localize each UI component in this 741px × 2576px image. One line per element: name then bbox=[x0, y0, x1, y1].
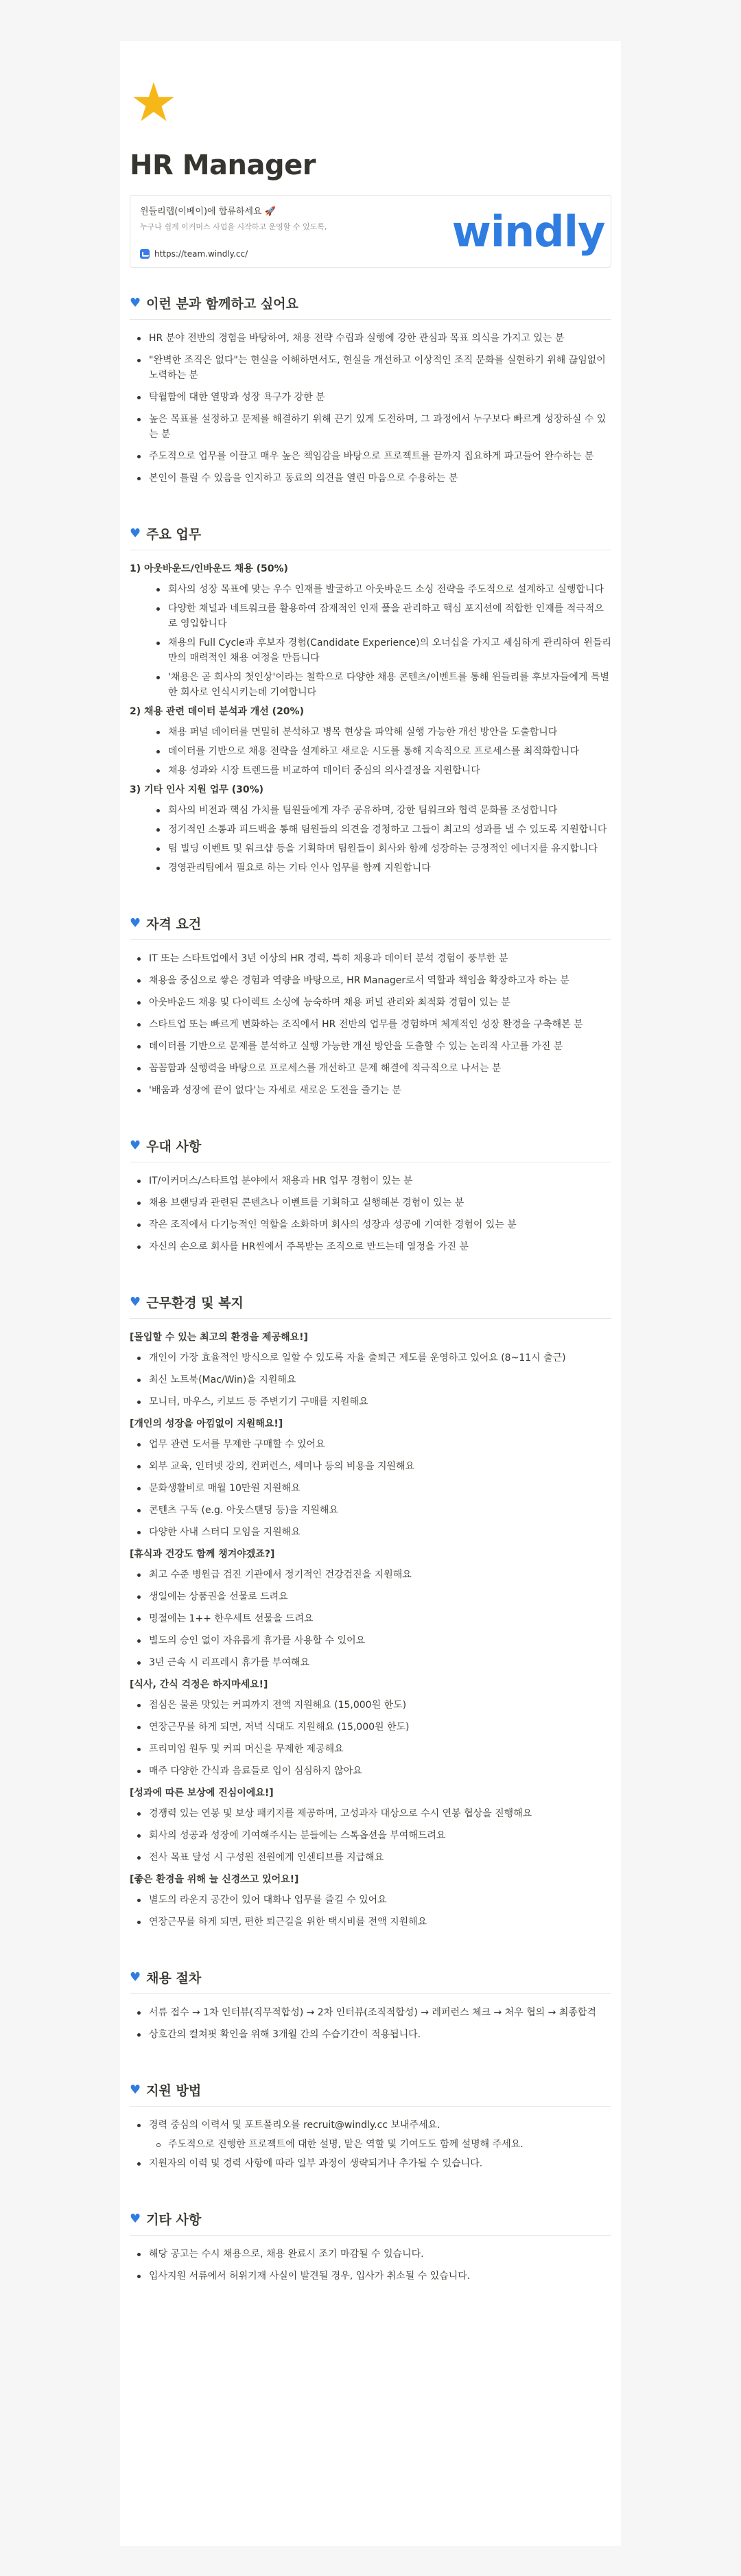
list-item: 상호간의 컬쳐핏 확인을 위해 3개월 간의 수습기간이 적용됩니다. bbox=[130, 2027, 611, 2042]
list-item: 스타트업 또는 빠르게 변화하는 조직에서 HR 전반의 업무를 경험하며 체계적인 성장 환경을 구축해본 분 bbox=[130, 1017, 611, 1032]
bullet-list bbox=[130, 2247, 611, 2284]
page-title: HR Manager bbox=[130, 150, 316, 181]
list-item: 별도의 승인 없이 자유롭게 휴가를 사용할 수 있어요 bbox=[130, 1633, 611, 1648]
list-item: 경력 중심의 이력서 및 포트폴리오를 recruit@windly.cc 보내주세요. bbox=[130, 2118, 611, 2133]
section-title: 자격 요건 bbox=[146, 917, 202, 932]
bullet-list bbox=[130, 725, 611, 778]
bullet-list bbox=[130, 582, 611, 700]
list-item: '채용은 곧 회사의 첫인상'이라는 철학으로 다양한 채용 콘텐츠/이벤트를 통해 윈들리를 후보자들에게 특별한 회사로 인식시키는데 기여합니다 bbox=[149, 670, 611, 700]
list-item: 아웃바운드 채용 및 다이렉트 소싱에 능숙하며 채용 퍼널 관리와 최적화 경험이 있는 분 bbox=[130, 995, 611, 1010]
list-item: 점심은 물론 맛있는 커피까지 전액 지원해요 (15,000원 한도) bbox=[130, 1698, 611, 1713]
list-item: 데이터를 기반으로 문제를 분석하고 실행 가능한 개선 방안을 도출할 수 있는 논리적 사고를 가진 분 bbox=[130, 1039, 611, 1054]
section-main-duties bbox=[130, 524, 611, 876]
blue-heart-icon: ♥ bbox=[130, 296, 141, 310]
section-benefits bbox=[130, 1293, 611, 1930]
blue-heart-icon: ♥ bbox=[130, 2083, 141, 2097]
bullet-list bbox=[130, 1173, 611, 1254]
group-heading: [몰입할 수 있는 최고의 환경을 제공해요!] bbox=[130, 1332, 308, 1343]
list-item: 연장근무를 하게 되면, 저녁 식대도 지원해요 (15,000원 한도) bbox=[130, 1720, 611, 1735]
list-item: 매주 다양한 간식과 음료들로 입이 심심하지 않아요 bbox=[130, 1764, 611, 1779]
list-item: 3년 근속 시 리프레시 휴가를 부여해요 bbox=[130, 1655, 611, 1670]
section-qualifications bbox=[130, 914, 611, 1098]
bookmark-title: 윈들리랩(이베이)에 합류하세요 🚀 bbox=[140, 207, 276, 217]
list-item: 문화생활비로 매월 10만원 지원해요 bbox=[130, 1481, 611, 1496]
list-item: 입사지원 서류에서 허위기재 사실이 발견될 경우, 입사가 취소될 수 있습니다. bbox=[130, 2269, 611, 2284]
section-title: 우대 사항 bbox=[146, 1139, 202, 1154]
list-item: 개인이 가장 효율적인 방식으로 일할 수 있도록 자율 출퇴근 제도를 운영하고 있어요 (8~11시 출근) bbox=[130, 1350, 611, 1366]
list-item: 생일에는 상품권을 선물로 드려요 bbox=[130, 1589, 611, 1604]
blue-heart-icon: ♥ bbox=[130, 1295, 141, 1309]
list-item: 채용을 중심으로 쌓은 경험과 역량을 바탕으로, HR Manager로서 역할과 책임을 확장하고자 하는 분 bbox=[130, 973, 611, 988]
bullet-list bbox=[130, 1437, 611, 1540]
list-item: 최신 노트북(Mac/Win)을 지원해요 bbox=[130, 1372, 611, 1387]
blue-heart-icon: ♥ bbox=[130, 2212, 141, 2226]
divider bbox=[130, 939, 611, 940]
list-item: "완벽한 조직은 없다"는 현실을 이해하면서도, 현실을 개선하고 이상적인 조직 문화를 실현하기 위해 끊임없이 노력하는 분 bbox=[130, 353, 611, 383]
section-title: 주요 업무 bbox=[146, 527, 202, 542]
list-item: 콘텐츠 구독 (e.g. 아웃스탠딩 등)을 지원해요 bbox=[130, 1503, 611, 1518]
list-item: 채용 브랜딩과 관련된 콘텐츠나 이벤트를 기획하고 실행해본 경험이 있는 분 bbox=[130, 1195, 611, 1210]
bullet-list bbox=[130, 1806, 611, 1865]
section-preferred bbox=[130, 1136, 611, 1254]
list-item: 작은 조직에서 다기능적인 역할을 소화하며 회사의 성장과 성공에 기여한 경험이 있는 분 bbox=[130, 1217, 611, 1232]
bullet-list bbox=[130, 951, 611, 1098]
group-heading: 2) 채용 관련 데이터 분석과 개선 (20%) bbox=[130, 706, 304, 717]
bookmark-card[interactable] bbox=[130, 195, 611, 268]
list-item: 해당 공고는 수시 채용으로, 채용 완료시 조기 마감될 수 있습니다. bbox=[130, 2247, 611, 2262]
list-item: 연장근무를 하게 되면, 편한 퇴근길을 위한 택시비를 전액 지원해요 bbox=[130, 1915, 611, 1930]
blue-heart-icon: ♥ bbox=[130, 916, 141, 930]
list-item: 팀 빌딩 이벤트 및 워크샵 등을 기획하며 팀원들이 회사와 함께 성장하는 긍정적인 에너지를 유지합니다 bbox=[149, 841, 611, 856]
list-item: 회사의 비전과 핵심 가치를 팀원들에게 자주 공유하며, 강한 팀워크와 협력 문화를 조성합니다 bbox=[149, 803, 611, 818]
group-heading: 1) 아웃바운드/인바운드 채용 (50%) bbox=[130, 563, 288, 574]
list-item: HR 분야 전반의 경험을 바탕하여, 채용 전략 수립과 실행에 강한 관심과 목표 의식을 가지고 있는 분 bbox=[130, 331, 611, 346]
bullet-list bbox=[130, 803, 611, 876]
notion-page bbox=[120, 41, 621, 2546]
list-item: 주도적으로 진행한 프로젝트에 대한 설명, 맡은 역할 및 기여도도 함께 설명해 주세요. bbox=[149, 2137, 611, 2152]
list-item: 업무 관련 도서를 무제한 구매할 수 있어요 bbox=[130, 1437, 611, 1452]
bullet-list bbox=[130, 331, 611, 486]
bullet-list bbox=[130, 2118, 611, 2133]
list-item: 회사의 성장 목표에 맞는 우수 인재를 발굴하고 아웃바운드 소싱 전략을 주도적으로 설계하고 실행합니다 bbox=[149, 582, 611, 597]
bookmark-url[interactable]: https://team.windly.cc/ bbox=[154, 249, 248, 259]
divider bbox=[130, 2235, 611, 2236]
blue-heart-icon: ♥ bbox=[130, 526, 141, 541]
list-item: 다양한 사내 스터디 모임을 지원해요 bbox=[130, 1525, 611, 1540]
list-item: 회사의 성공과 성장에 기여해주시는 분들에는 스톡옵션을 부여해드려요 bbox=[130, 1828, 611, 1843]
list-item: 주도적으로 업무를 이끌고 매우 높은 책임감을 바탕으로 프로젝트를 끝까지 집요하게 파고들어 완수하는 분 bbox=[130, 449, 611, 464]
bullet-list bbox=[130, 2156, 611, 2171]
section-title: 근무환경 및 복지 bbox=[146, 1296, 244, 1311]
divider bbox=[130, 319, 611, 320]
section-title: 기타 사항 bbox=[146, 2212, 202, 2227]
bullet-list bbox=[130, 1567, 611, 1670]
list-item: 자신의 손으로 회사를 HR씬에서 주목받는 조직으로 만드는데 열정을 가진 분 bbox=[130, 1239, 611, 1254]
list-item: 본인이 틀릴 수 있음을 인지하고 동료의 의견을 열린 마음으로 수용하는 분 bbox=[130, 471, 611, 486]
section-hiring-process bbox=[130, 1968, 611, 2042]
section-other-notes bbox=[130, 2210, 611, 2284]
bookmark-description: 누구나 쉽게 이커머스 사업을 시작하고 운영할 수 있도록, bbox=[140, 222, 327, 231]
divider bbox=[130, 1993, 611, 1994]
list-item: 모니터, 마우스, 키보드 등 주변기기 구매를 지원해요 bbox=[130, 1394, 611, 1409]
group-heading: [개인의 성장을 아낌없이 지원해요!] bbox=[130, 1418, 283, 1429]
favicon-icon bbox=[140, 249, 150, 259]
group-heading: [성과에 따른 보상에 진심이에요!] bbox=[130, 1788, 274, 1799]
list-item: 경영관리팀에서 필요로 하는 기타 인사 업무를 함께 지원합니다 bbox=[149, 860, 611, 876]
list-item: 데이터를 기반으로 채용 전략을 설계하고 새로운 시도를 통해 지속적으로 프로세스를 최적화합니다 bbox=[149, 744, 611, 759]
bullet-list bbox=[130, 1893, 611, 1930]
list-item: 지원자의 이력 및 경력 사항에 따라 일부 과정이 생략되거나 추가될 수 있습니다. bbox=[130, 2156, 611, 2171]
section-title: 이런 분과 함께하고 싶어요 bbox=[146, 296, 298, 312]
list-item: 최고 수준 병원급 검진 기관에서 정기적인 건강검진을 지원해요 bbox=[130, 1567, 611, 1582]
divider bbox=[130, 1318, 611, 1319]
list-item: 채용 성과와 시장 트렌드를 비교하여 데이터 중심의 의사결정을 지원합니다 bbox=[149, 763, 611, 778]
blue-heart-icon: ♥ bbox=[130, 1138, 141, 1153]
list-item: 경쟁력 있는 연봉 및 보상 패키지를 제공하며, 고성과자 대상으로 수시 연봉 협상을 진행해요 bbox=[130, 1806, 611, 1821]
list-item: 정기적인 소통과 피드백을 통해 팀원들의 의견을 경청하고 그들이 최고의 성과를 낼 수 있도록 지원합니다 bbox=[149, 822, 611, 837]
section-ideal-candidate bbox=[130, 294, 611, 486]
list-item: 높은 목표를 설정하고 문제를 해결하기 위해 끈기 있게 도전하며, 그 과정에서 누구보다 빠르게 성장하실 수 있는 분 bbox=[130, 412, 611, 442]
list-item: 외부 교육, 인터넷 강의, 컨퍼런스, 세미나 등의 비용을 지원해요 bbox=[130, 1459, 611, 1474]
windly-logo: windly bbox=[451, 206, 605, 257]
list-item: 프리미엄 원두 및 커피 머신을 무제한 제공해요 bbox=[130, 1742, 611, 1757]
list-item: 꼼꼼함과 실행력을 바탕으로 프로세스를 개선하고 문제 해결에 적극적으로 나서는 분 bbox=[130, 1061, 611, 1076]
section-title: 지원 방법 bbox=[146, 2083, 202, 2098]
list-item: 채용 퍼널 데이터를 면밀히 분석하고 병목 현상을 파악해 실행 가능한 개선 방안을 도출합니다 bbox=[149, 725, 611, 740]
group-heading: [좋은 환경을 위해 늘 신경쓰고 있어요!] bbox=[130, 1874, 299, 1885]
list-item: '배움과 성장에 끝이 없다'는 자세로 새로운 도전을 즐기는 분 bbox=[130, 1083, 611, 1098]
list-item: 별도의 라운지 공간이 있어 대화나 업무를 즐길 수 있어요 bbox=[130, 1893, 611, 1908]
bullet-list bbox=[130, 2137, 611, 2152]
list-item: 채용의 Full Cycle과 후보자 경험(Candidate Experience)의 오너십을 가지고 세심하게 관리하여 윈들리만의 매력적인 채용 여정을 만듭니다 bbox=[149, 635, 611, 666]
group-heading: [식사, 간식 걱정은 하지마세요!] bbox=[130, 1679, 268, 1690]
divider bbox=[130, 2106, 611, 2107]
bullet-list bbox=[130, 1350, 611, 1409]
list-item: IT/이커머스/스타트업 분야에서 채용과 HR 업무 경험이 있는 분 bbox=[130, 1173, 611, 1189]
section-how-to-apply bbox=[130, 2081, 611, 2171]
list-item: 탁월함에 대한 열망과 성장 욕구가 강한 분 bbox=[130, 390, 611, 405]
bullet-list bbox=[130, 1698, 611, 1779]
list-item: 서류 접수 → 1차 인터뷰(직무적합성) → 2차 인터뷰(조직적합성) → 레퍼런스 체크 → 처우 협의 → 최종합격 bbox=[130, 2005, 611, 2020]
list-item: 전사 목표 달성 시 구성원 전원에게 인센티브를 지급해요 bbox=[130, 1850, 611, 1865]
list-item: IT 또는 스타트업에서 3년 이상의 HR 경력, 특히 채용과 데이터 분석 경험이 풍부한 분 bbox=[130, 951, 611, 966]
group-heading: [휴식과 건강도 함께 챙겨야겠죠?] bbox=[130, 1549, 275, 1560]
star-icon: ★ bbox=[130, 72, 178, 134]
blue-heart-icon: ♥ bbox=[130, 1970, 141, 1984]
list-item: 다양한 채널과 네트워크를 활용하여 잠재적인 인재 풀을 관리하고 핵심 포지션에 적합한 인재를 적극적으로 영입합니다 bbox=[149, 601, 611, 631]
section-title: 채용 절차 bbox=[146, 1971, 202, 1986]
list-item: 명절에는 1++ 한우세트 선물을 드려요 bbox=[130, 1611, 611, 1626]
group-heading: 3) 기타 인사 지원 업무 (30%) bbox=[130, 784, 264, 795]
bullet-list bbox=[130, 2005, 611, 2042]
